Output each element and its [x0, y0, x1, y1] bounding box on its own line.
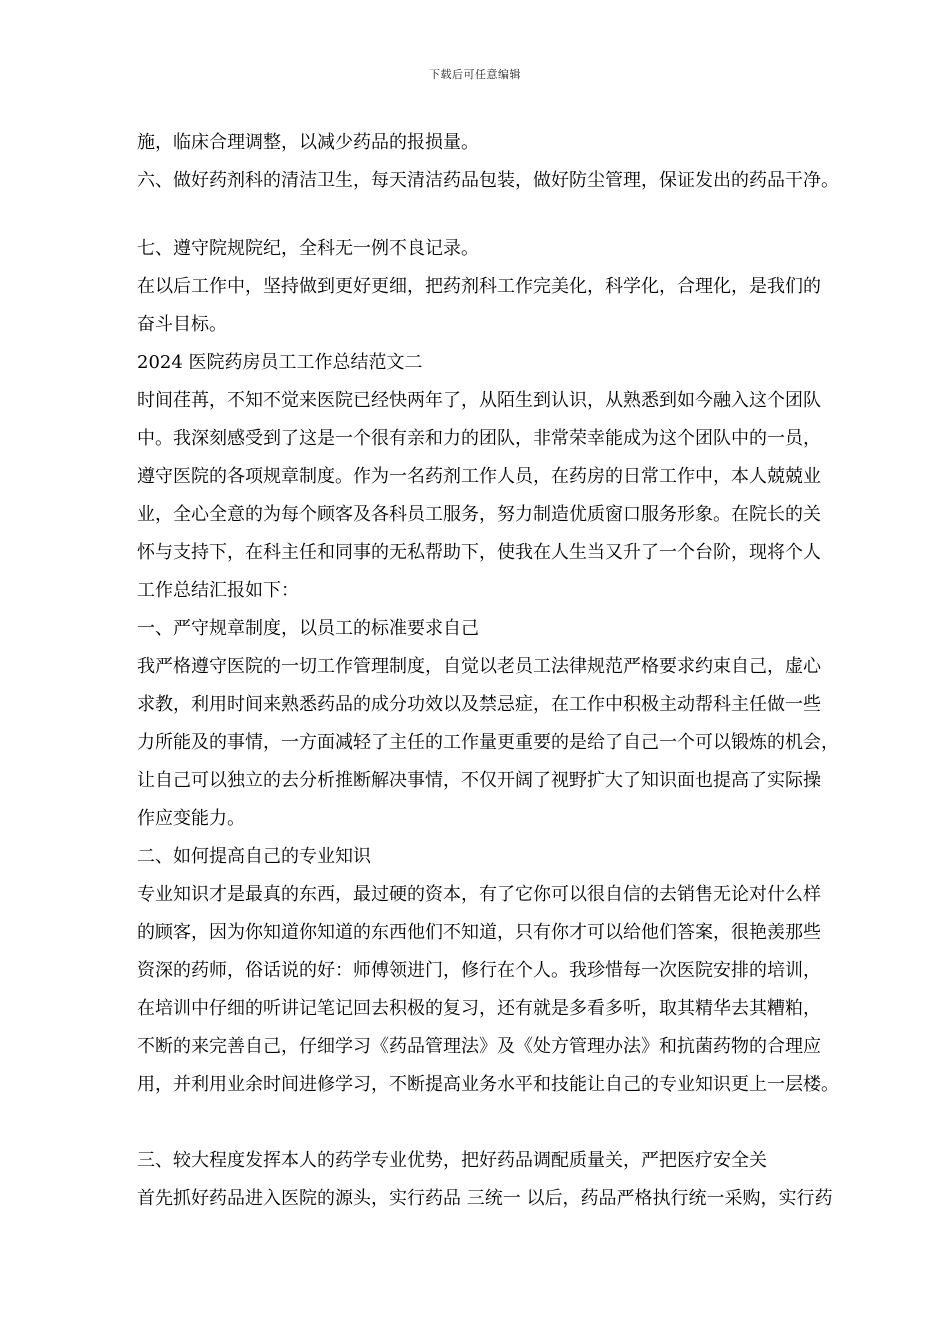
- document-body: [137, 124, 897, 1218]
- paragraph-line: 首先抓好药品进入医院的源头，实行药品 三统一 以后，药品严格执行统一采购，实行药: [137, 1188, 833, 1209]
- paragraph-line: 中。我深刻感受到了这是一个很有亲和力的团队，非常荣幸能成为这个团队中的一员，: [137, 428, 821, 449]
- section-title: 2024 医院药房员工工作总结范文二: [137, 352, 423, 373]
- paragraph-line: 的顾客，因为你知道你知道的东西他们不知道，只有你才可以给他们答案，很艳羡那些: [137, 922, 821, 943]
- paragraph-line: 不断的来完善自己，仔细学习《药品管理法》及《处方管理办法》和抗菌药物的合理应: [137, 1036, 821, 1057]
- paragraph-line: 求教，利用时间来熟悉药品的成分功效以及禁忌症，在工作中积极主动帮科主任做一些: [137, 694, 821, 715]
- paragraph-line: 时间荏苒，不知不觉来医院已经快两年了，从陌生到认识，从熟悉到如今融入这个团队: [137, 390, 821, 411]
- section-heading: 一、严守规章制度，以员工的标准要求自己: [137, 618, 479, 639]
- paragraph-line: 资深的药师，俗话说的好：师傅领进门，修行在个人。我珍惜每一次医院安排的培训，: [137, 960, 821, 981]
- paragraph-line: 在以后工作中，坚持做到更好更细，把药剂科工作完美化，科学化，合理化，是我们的: [137, 276, 821, 297]
- paragraph-gap: [137, 200, 897, 230]
- paragraph-line: 业，全心全意的为每个顾客及各科员工服务，努力制造优质窗口服务形象。在院长的关: [137, 504, 821, 525]
- paragraph-gap: [137, 1104, 897, 1142]
- paragraph-line: 施，临床合理调整，以减少药品的报损量。: [137, 132, 479, 153]
- paragraph-line: 在培训中仔细的听讲记笔记回去积极的复习，还有就是多看多听，取其精华去其糟粕，: [137, 998, 821, 1019]
- paragraph-line: 六、做好药剂科的清洁卫生，每天清洁药品包装，做好防尘管理，保证发出的药品干净。: [137, 170, 839, 191]
- paragraph-line: 用，并利用业余时间进修学习，不断提高业务水平和技能让自己的专业知识更上一层楼。: [137, 1074, 839, 1095]
- page-header: 下载后可任意编辑: [429, 68, 521, 81]
- paragraph-line: 作应变能力。: [137, 808, 245, 829]
- paragraph-line: 工作总结汇报如下：: [137, 580, 299, 601]
- paragraph-line: 力所能及的事情，一方面减轻了主任的工作量更重要的是给了自己一个可以锻炼的机会，: [137, 732, 839, 753]
- paragraph-line: 七、遵守院规院纪，全科无一例不良记录。: [137, 238, 479, 259]
- paragraph-line: 奋斗目标。: [137, 314, 227, 335]
- paragraph-line: 遵守医院的各项规章制度。作为一名药剂工作人员，在药房的日常工作中，本人兢兢业: [137, 466, 821, 487]
- paragraph-line: 让自己可以独立的去分析推断解决事情，不仅开阔了视野扩大了知识面也提高了实际操: [137, 770, 821, 791]
- section-heading: 二、如何提高自己的专业知识: [137, 846, 371, 867]
- paragraph-line: 怀与支持下，在科主任和同事的无私帮助下，使我在人生当又升了一个台阶，现将个人: [137, 542, 821, 563]
- paragraph-line: 专业知识才是最真的东西，最过硬的资本，有了它你可以很自信的去销售无论对什么样: [137, 884, 821, 905]
- section-heading: 三、较大程度发挥本人的药学专业优势，把好药品调配质量关，严把医疗安全关: [137, 1150, 767, 1171]
- paragraph-line: 我严格遵守医院的一切工作管理制度，自觉以老员工法律规范严格要求约束自己，虚心: [137, 656, 821, 677]
